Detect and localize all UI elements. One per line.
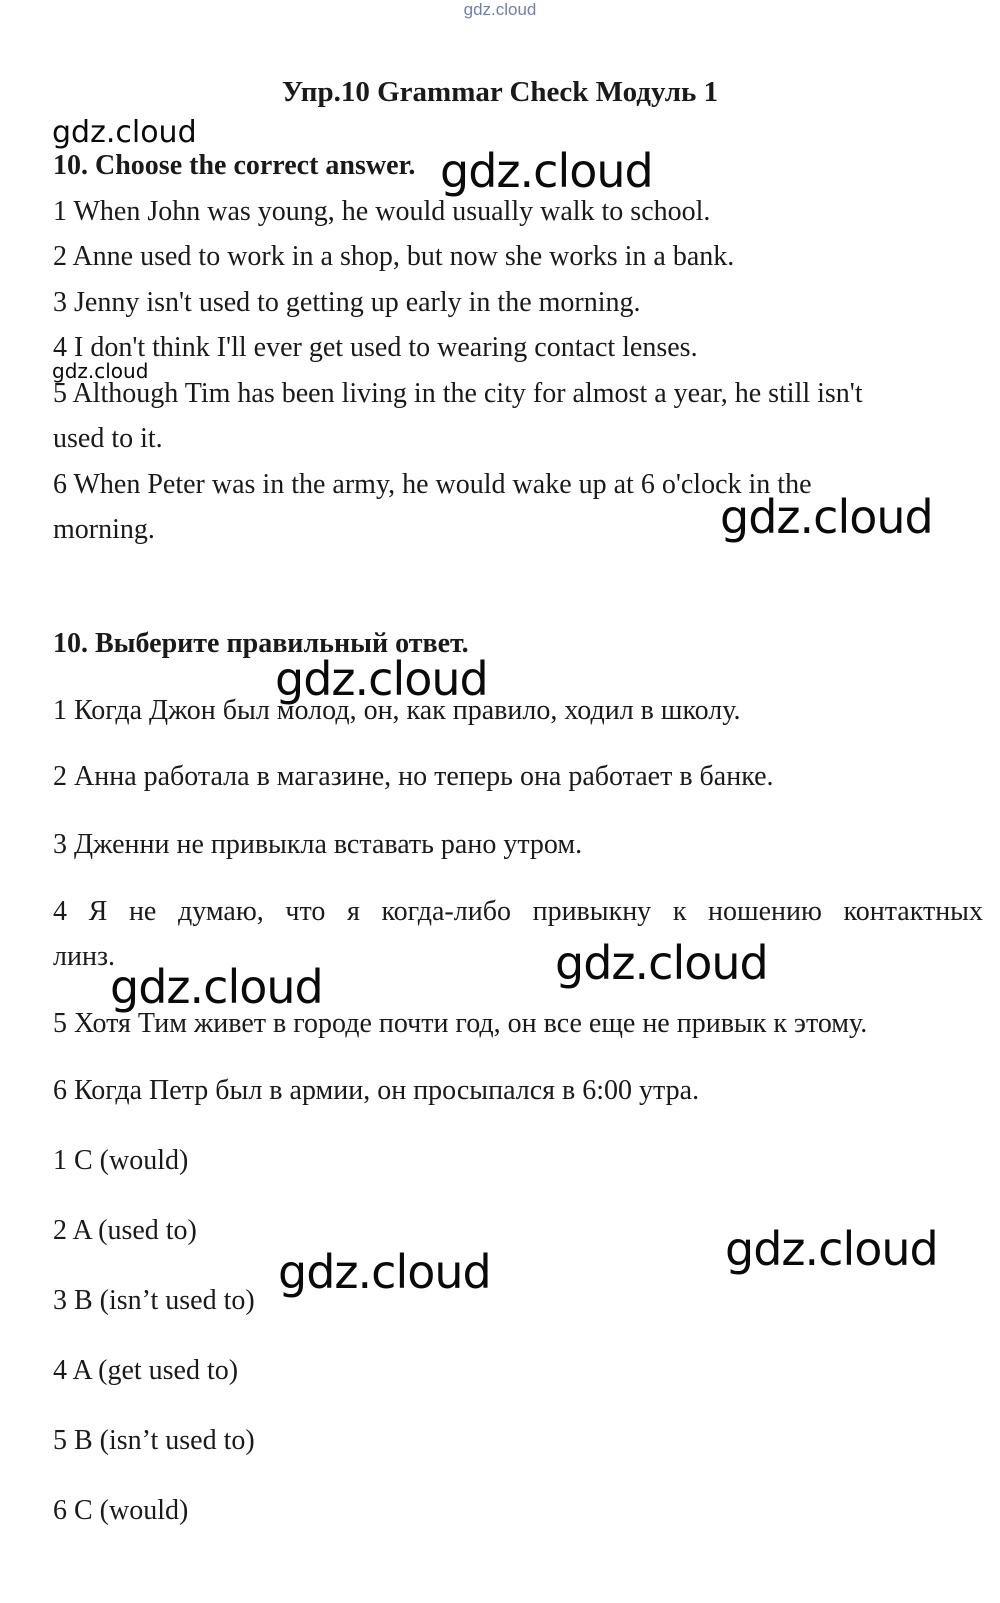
- page-title: Упр.10 Grammar Check Модуль 1: [281, 76, 719, 108]
- english-line: used to it.: [53, 423, 163, 454]
- watermark: gdz.cloud: [720, 490, 933, 544]
- english-line: morning.: [53, 514, 155, 545]
- english-line: 1 When John was young, he would usually walk to school.: [53, 196, 711, 227]
- answer-item: 6 C (would): [53, 1495, 189, 1526]
- english-line: 6 When Peter was in the army, he would wake up at 6 o'clock in the: [53, 469, 812, 500]
- watermark: gdz.cloud: [278, 1245, 491, 1299]
- russian-line: 2 Анна работала в магазине, но теперь она работает в банке.: [53, 761, 774, 792]
- english-line: 2 Anne used to work in a shop, but now she works in a bank.: [53, 241, 735, 272]
- answer-item: 5 B (isn’t used to): [53, 1425, 255, 1456]
- english-heading: 10. Choose the correct answer.: [53, 150, 416, 181]
- english-line: 4 I don't think I'll ever get used to wearing contact lenses.: [53, 332, 698, 363]
- answer-item: 4 A (get used to): [53, 1355, 239, 1386]
- watermark: gdz.cloud: [275, 652, 488, 706]
- watermark: gdz.cloud: [52, 115, 197, 150]
- russian-line: 3 Дженни не привыкла вставать рано утром.: [53, 829, 583, 860]
- russian-line: линз.: [53, 941, 116, 972]
- english-line: 5 Although Tim has been living in the city for almost a year, he still isn't: [53, 378, 863, 409]
- russian-line: 6 Когда Петр был в армии, он просыпался в 6:00 утра.: [53, 1075, 700, 1106]
- english-line: 3 Jenny isn't used to getting up early in the morning.: [53, 287, 641, 318]
- russian-heading: 10. Выберите правильный ответ.: [53, 628, 469, 659]
- watermark: gdz.cloud: [110, 960, 323, 1014]
- watermark: gdz.cloud: [725, 1222, 938, 1276]
- answer-item: 3 B (isn’t used to): [53, 1285, 255, 1316]
- russian-line: 5 Хотя Тим живет в городе почти год, он все еще не привык к этому.: [53, 1008, 868, 1039]
- russian-line: 1 Когда Джон был молод, он, как правило, ходил в школу.: [53, 695, 741, 726]
- watermark: gdz.cloud: [52, 359, 149, 383]
- watermark: gdz.cloud: [440, 144, 653, 198]
- answer-item: 2 A (used to): [53, 1215, 197, 1246]
- watermark: gdz.cloud: [555, 936, 768, 990]
- answer-item: 1 C (would): [53, 1145, 189, 1176]
- top-watermark: gdz.cloud: [463, 0, 537, 19]
- russian-line: 4 Я не думаю, что я когда-либо привыкну к ношению контактных: [53, 896, 983, 927]
